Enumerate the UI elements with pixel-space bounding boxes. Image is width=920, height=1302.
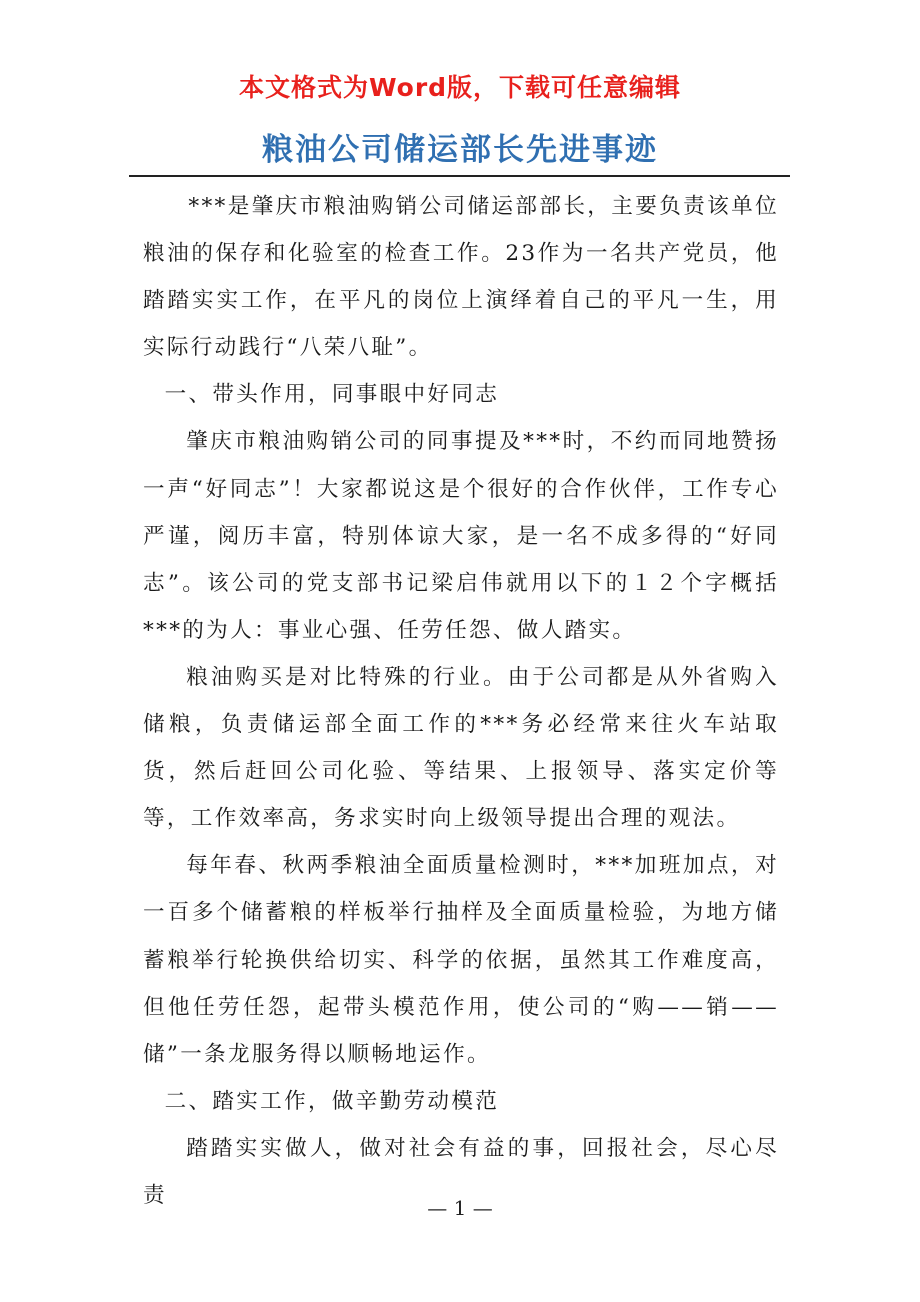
paragraph-intro: ***是肇庆市粮油购销公司储运部部长，主要负责该单位粮油的保存和化验室的检查工作。23作为一名共产党员，他踏踏实实工作，在平凡的岗位上演绎着自己的平凡一生，用实际行动践行“八荣八耻”。 bbox=[143, 194, 779, 361]
document-body bbox=[143, 183, 779, 1219]
paragraph: 每年春、秋两季粮油全面质量检测时，***加班加点，对一百多个储蓄粮的样板举行抽样及全面质量检验，为地方储蓄粮举行轮换供给切实、科学的依据，虽然其工作难度高，但他任劳任怨，起带头模范作用，使公司的“购——销——储”一条龙服务得以顺畅地运作。 bbox=[143, 853, 779, 1067]
paragraph: 肇庆市粮油购销公司的同事提及***时，不约而同地赞扬一声“好同志”！大家都说这是个很好的合作伙伴，工作专心严谨，阅历丰富，特别体谅大家，是一名不成多得的“好同志”。该公司的党支部书记梁启伟就用以下的１２个字概括***的为人：事业心强、任劳任怨、做人踏实。 bbox=[143, 429, 779, 643]
section-heading-2: 二、踏实工作，做辛勤劳动模范 bbox=[164, 1088, 500, 1114]
section-heading-1: 一、带头作用，同事眼中好同志 bbox=[164, 382, 500, 408]
page-number: — 1 — bbox=[427, 1196, 493, 1220]
download-notice: 本文格式为Word版，下载可任意编辑 bbox=[238, 73, 682, 102]
paragraph: 踏踏实实做人，做对社会有益的事，回报社会，尽心尽责 bbox=[143, 1135, 779, 1208]
title-divider bbox=[129, 175, 790, 177]
document-title: 粮油公司储运部长先进事迹 bbox=[262, 132, 658, 168]
paragraph: 粮油购买是对比特殊的行业。由于公司都是从外省购入储粮，负责储运部全面工作的***务必经常来往火车站取货，然后赶回公司化验、等结果、上报领导、落实定价等等，工作效率高，务求实时向上级领导提出合理的观法。 bbox=[143, 664, 779, 832]
